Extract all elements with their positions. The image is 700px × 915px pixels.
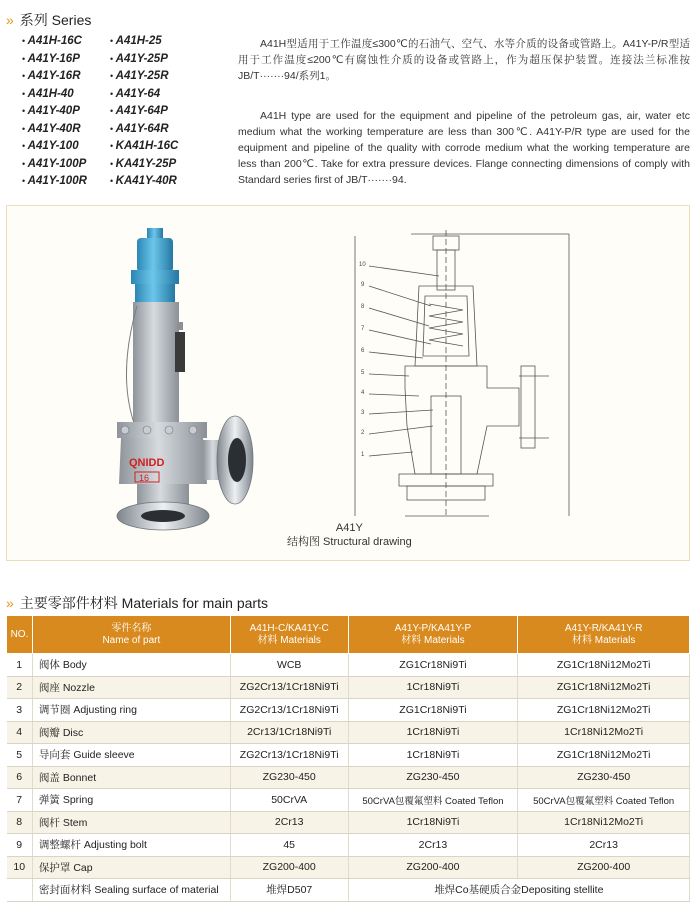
cell-r: 1Cr18Ni12Mo2Ti — [518, 811, 690, 834]
cell-name: 导向套 Guide sleeve — [32, 744, 230, 767]
model-item: • A41Y-40P — [22, 104, 110, 120]
cell-p: ZG200-400 — [348, 856, 518, 879]
callout-label: 10 — [359, 262, 366, 268]
col-header-name: 零件名称 Name of part — [32, 616, 230, 654]
model-list — [22, 34, 198, 190]
cell-no: 6 — [7, 766, 33, 789]
table-header-row — [7, 616, 690, 654]
col-header-p: A41Y-P/KA41Y-P 材料 Materials — [348, 616, 518, 654]
model-item: • A41Y-100R — [22, 174, 110, 190]
cell-name: 阀杆 Stem — [32, 811, 230, 834]
cell-name: 阀瓣 Disc — [32, 721, 230, 744]
series-heading — [6, 10, 91, 30]
cell-pr: 堆焊Co基硬质合金Depositing stellite — [348, 879, 689, 902]
cell-c: WCB — [230, 654, 348, 677]
cell-name: 弹簧 Spring — [32, 789, 230, 812]
cell-name: 阀盖 Bonnet — [32, 766, 230, 789]
callout-label: 4 — [361, 390, 365, 396]
model-item: • KA41Y-40R — [110, 174, 198, 190]
description-cn: A41H型适用于工作温度≤300℃的石油气、空气、水等介质的设备或管路上。A41Y-P/R型适用于工作温度≤200℃有腐蚀性介质的设备或管路上，作为超压保护装置。连接法兰标准按JB/T·······94/系列1。 — [238, 38, 690, 82]
model-item: • A41Y-25R — [110, 69, 198, 85]
cell-c: 堆焊D507 — [230, 879, 348, 902]
cell-name: 密封面材料 Sealing surface of material — [32, 879, 230, 902]
materials-table — [6, 615, 690, 902]
table-row — [7, 744, 690, 767]
table-row — [7, 699, 690, 722]
cell-no — [7, 879, 33, 902]
cell-r: ZG1Cr18Ni12Mo2Ti — [518, 676, 690, 699]
callout-label: 3 — [361, 410, 365, 416]
cell-p: ZG230-450 — [348, 766, 518, 789]
table-row — [7, 721, 690, 744]
model-item: • A41Y-16R — [22, 69, 110, 85]
model-item: • KA41Y-25P — [110, 157, 198, 173]
cell-r: ZG200-400 — [518, 856, 690, 879]
table-row — [7, 654, 690, 677]
valve-photo — [107, 226, 267, 536]
cell-p: ZG1Cr18Ni9Ti — [348, 654, 518, 677]
callout-label: 9 — [361, 282, 365, 288]
table-row-seal — [7, 879, 690, 902]
cell-r: 50CrVA包覆氟塑料 Coated Teflon — [518, 789, 690, 812]
valve-size-text: 16 — [139, 473, 150, 483]
cell-no: 2 — [7, 676, 33, 699]
table-row — [7, 834, 690, 857]
cell-p: 1Cr18Ni9Ti — [348, 744, 518, 767]
cell-c: ZG200-400 — [230, 856, 348, 879]
model-item: • KA41H-16C — [110, 139, 198, 155]
cell-r: ZG230-450 — [518, 766, 690, 789]
cell-r: ZG1Cr18Ni12Mo2Ti — [518, 699, 690, 722]
model-item: • A41Y-100 — [22, 139, 110, 155]
figure-caption — [287, 521, 412, 549]
description-en: A41H type are used for the equipment and pipeline of the petroleum gas, air, water etc medium what the working temperature are less than 300℃. A41Y-P/R type are used for the equipment and pipeline of the quality with corrode medium what the working temperature are less than 200℃. Take for extra pressure devices. Flange connecting dimensions of comply with Standard series first of JB/T·······94. — [238, 110, 690, 186]
cell-r: 2Cr13 — [518, 834, 690, 857]
col-header-no: NO. — [7, 616, 33, 654]
chevron-icon: » — [6, 12, 14, 28]
cell-name: 阀体 Body — [32, 654, 230, 677]
cell-c: ZG2Cr13/1Cr18Ni9Ti — [230, 676, 348, 699]
cell-no: 7 — [7, 789, 33, 812]
table-row — [7, 856, 690, 879]
materials-title: 主要零部件材料 Materials for main parts — [19, 595, 268, 611]
col-header-r: A41Y-R/KA41Y-R 材料 Materials — [518, 616, 690, 654]
cell-r: 1Cr18Ni12Mo2Ti — [518, 721, 690, 744]
cell-p: 2Cr13 — [348, 834, 518, 857]
cell-c: ZG230-450 — [230, 766, 348, 789]
cell-name: 调节圈 Adjusting ring — [32, 699, 230, 722]
table-row — [7, 811, 690, 834]
cell-c: ZG2Cr13/1Cr18Ni9Ti — [230, 744, 348, 767]
cell-name: 调整螺杆 Adjusting bolt — [32, 834, 230, 857]
cell-no: 5 — [7, 744, 33, 767]
model-item: • A41H-40 — [22, 87, 110, 103]
cell-r: ZG1Cr18Ni12Mo2Ti — [518, 744, 690, 767]
valve-brand-text: QNIDD — [129, 457, 165, 469]
cell-c: 2Cr13/1Cr18Ni9Ti — [230, 721, 348, 744]
callout-label: 5 — [361, 370, 365, 376]
model-item: • A41Y-40R — [22, 122, 110, 138]
cell-c: ZG2Cr13/1Cr18Ni9Ti — [230, 699, 348, 722]
callout-label: 8 — [361, 304, 365, 310]
cell-p: ZG1Cr18Ni9Ti — [348, 699, 518, 722]
callout-label: 6 — [361, 348, 365, 354]
cell-p: 1Cr18Ni9Ti — [348, 721, 518, 744]
cell-r: ZG1Cr18Ni12Mo2Ti — [518, 654, 690, 677]
cell-name: 保护罩 Cap — [32, 856, 230, 879]
cell-p: 1Cr18Ni9Ti — [348, 676, 518, 699]
series-title: 系列 Series — [19, 12, 92, 28]
cell-no: 9 — [7, 834, 33, 857]
cell-no: 1 — [7, 654, 33, 677]
cell-c: 2Cr13 — [230, 811, 348, 834]
model-item: • A41Y-100P — [22, 157, 110, 173]
model-label: A41Y — [335, 522, 363, 534]
cell-no: 4 — [7, 721, 33, 744]
materials-heading — [6, 593, 268, 613]
model-item: • A41Y-25P — [110, 52, 198, 68]
model-item: • A41Y-64R — [110, 122, 198, 138]
cell-c: 50CrVA — [230, 789, 348, 812]
figure-panel — [6, 205, 690, 561]
cell-c: 45 — [230, 834, 348, 857]
cell-no: 10 — [7, 856, 33, 879]
model-item: • A41H-25 — [110, 34, 198, 50]
callout-label: 2 — [361, 430, 365, 436]
model-item: • A41Y-64P — [110, 104, 198, 120]
cell-p: 50CrVA包覆氟塑料 Coated Teflon — [348, 789, 518, 812]
chevron-icon: » — [6, 595, 14, 611]
callout-label: 7 — [361, 326, 365, 332]
table-row — [7, 789, 690, 812]
model-item: • A41Y-64 — [110, 87, 198, 103]
table-row — [7, 766, 690, 789]
structural-drawing — [349, 216, 589, 528]
cell-no: 8 — [7, 811, 33, 834]
model-item: • A41Y-16P — [22, 52, 110, 68]
callout-label: 1 — [361, 452, 365, 458]
caption-text: 结构图 Structural drawing — [287, 536, 412, 548]
cell-no: 3 — [7, 699, 33, 722]
table-row — [7, 676, 690, 699]
cell-p: 1Cr18Ni9Ti — [348, 811, 518, 834]
col-header-c: A41H-C/KA41Y-C 材料 Materials — [230, 616, 348, 654]
cell-name: 阀座 Nozzle — [32, 676, 230, 699]
model-item: • A41H-16C — [22, 34, 110, 50]
